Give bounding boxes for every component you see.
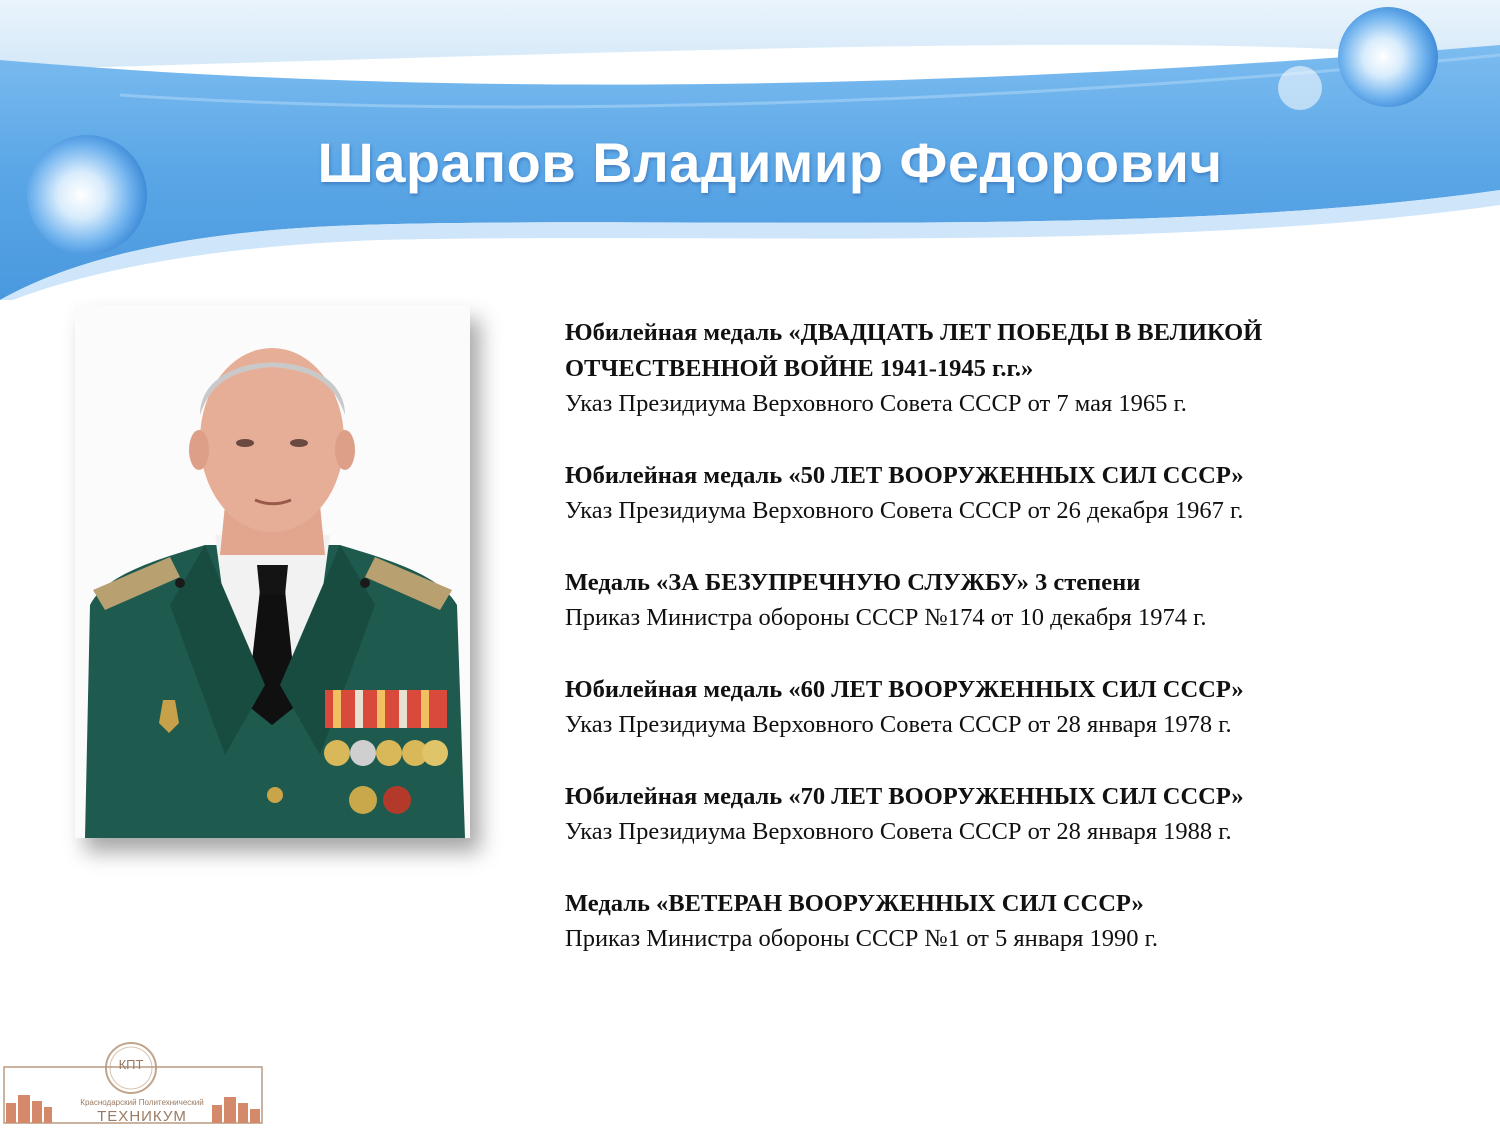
award-name: Медаль «ЗА БЕЗУПРЕЧНУЮ СЛУЖБУ» 3 степени [565, 568, 1141, 596]
award-entry [565, 315, 1465, 422]
award-name: Юбилейная медаль «ДВАДЦАТЬ ЛЕТ ПОБЕДЫ В ВЕЛИКОЙ ОТЧЕСТВЕННОЙ ВОЙНЕ 1941-1945 г.г.» [565, 319, 1263, 382]
award-entry [565, 672, 1465, 743]
award-name: Юбилейная медаль «60 ЛЕТ ВООРУЖЕННЫХ СИЛ СССР» [565, 675, 1244, 703]
header-banner [0, 0, 1500, 300]
award-name: Юбилейная медаль «50 ЛЕТ ВООРУЖЕННЫХ СИЛ СССР» [565, 461, 1244, 489]
glossy-sphere-icon [1338, 7, 1438, 107]
officer-portrait-illustration [75, 305, 470, 838]
award-decree: Указ Президиума Верховного Совета СССР от 28 января 1978 г. [565, 711, 1232, 738]
award-name: Юбилейная медаль «70 ЛЕТ ВООРУЖЕННЫХ СИЛ СССР» [565, 782, 1244, 810]
award-name: Медаль «ВЕТЕРАН ВООРУЖЕННЫХ СИЛ СССР» [565, 889, 1144, 917]
logo-caption-line2: ТЕХНИКУМ [97, 1108, 187, 1125]
awards-list [565, 315, 1465, 993]
award-entry [565, 458, 1465, 529]
logo-abbreviation: КПТ [118, 1057, 144, 1072]
award-entry [565, 565, 1465, 636]
award-decree: Указ Президиума Верховного Совета СССР от 28 января 1988 г. [565, 818, 1232, 845]
logo-caption [52, 1098, 232, 1125]
award-decree: Указ Президиума Верховного Совета СССР от 7 мая 1965 г. [565, 390, 1187, 417]
logo-caption-line1: Краснодарский Политехнический [80, 1098, 204, 1107]
page-title: Шарапов Владимир Федорович [317, 131, 1223, 194]
award-decree: Приказ Министра обороны СССР №174 от 10 декабря 1974 г. [565, 604, 1207, 631]
portrait-photo [75, 305, 470, 838]
award-decree: Указ Президиума Верховного Совета СССР от 26 декабря 1967 г. [565, 497, 1244, 524]
award-decree: Приказ Министра обороны СССР №1 от 5 января 1990 г. [565, 925, 1159, 952]
award-entry [565, 886, 1465, 957]
award-entry [565, 779, 1465, 850]
